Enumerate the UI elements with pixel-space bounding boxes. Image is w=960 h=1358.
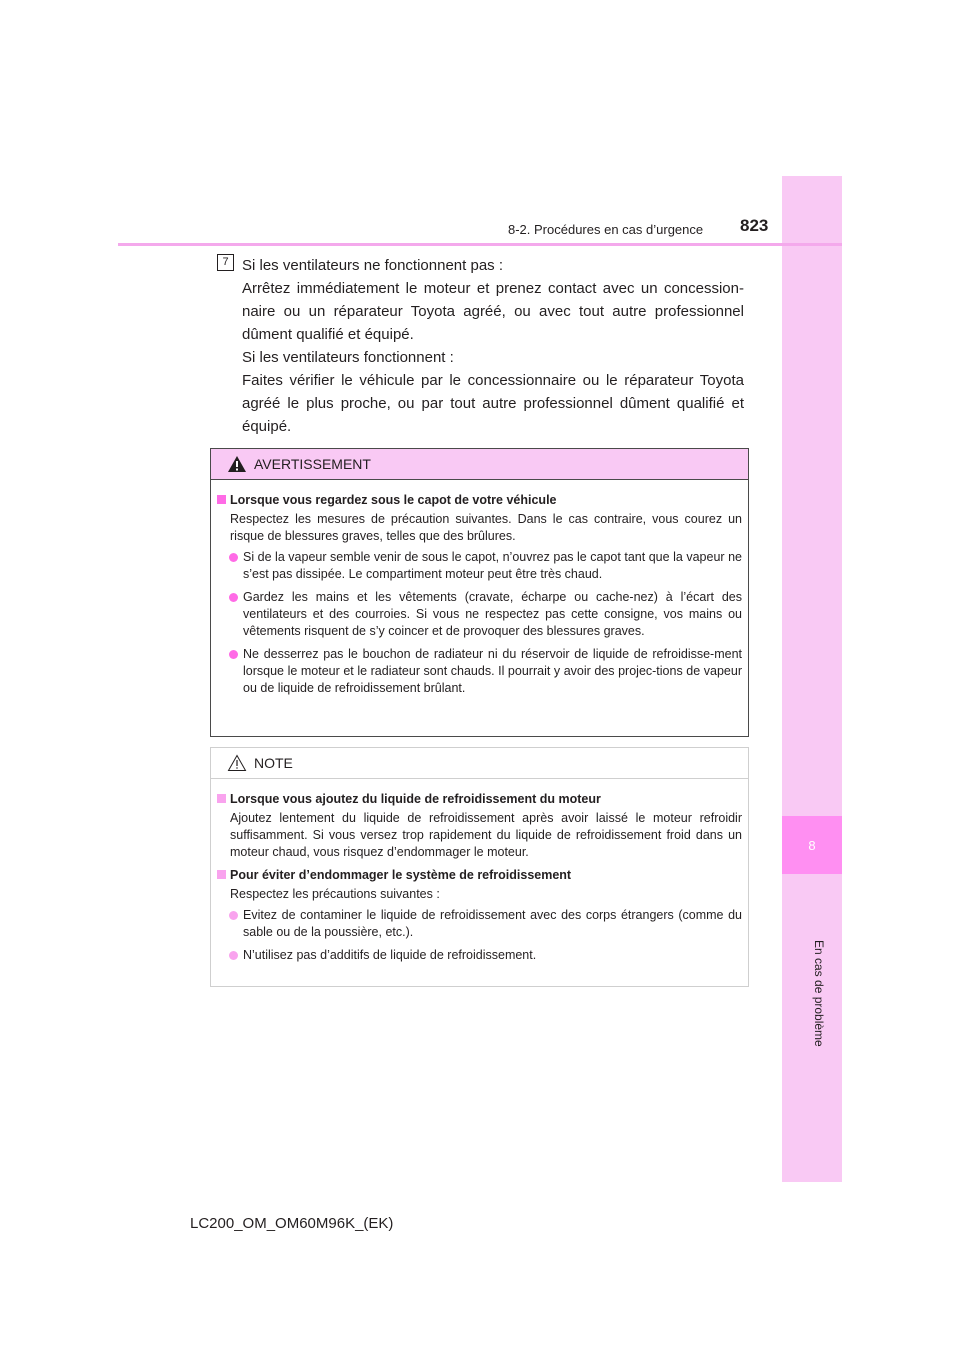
note-bullet-text: Evitez de contaminer le liquide de refroidissement avec des corps étrangers (comme du sable ou de la poussière, etc.).: [243, 908, 742, 939]
step-line-4: Faites vérifier le véhicule par le concessionnaire ou le réparateur Toyota agréé le plus proche, ou par tout autre professionnel dûment qualifié et équipé.: [242, 372, 744, 435]
header-rule: [118, 243, 842, 246]
note-paragraph: Ajoutez lentement du liquide de refroidissement après avoir laissé le moteur refroidir suffisamment. Si vous versez trop rapidement du liquide de refroidissement froid dans un moteur chaud, vous risquez d’endommager le moteur.: [230, 811, 742, 859]
step-number: 7: [217, 254, 234, 271]
warning-title: AVERTISSEMENT: [254, 456, 371, 472]
square-bullet-icon: [217, 794, 226, 803]
note-subhead-text: Lorsque vous ajoutez du liquide de refroidissement du moteur: [230, 792, 601, 806]
caution-outline-icon: [227, 754, 247, 772]
warning-subhead: [217, 492, 742, 509]
note-bullet: [217, 947, 742, 964]
warning-body: [211, 480, 748, 697]
note-bullet-text: N’utilisez pas d’additifs de liquide de refroidissement.: [243, 948, 537, 962]
note-body: [211, 779, 748, 964]
round-bullet-icon: [229, 593, 238, 602]
round-bullet-icon: [229, 911, 238, 920]
warning-bullet-text: Si de la vapeur semble venir de sous le capot, n’ouvrez pas le capot tant que la vapeur ne s’est pas dissipée. Le compartiment moteur peut être très chaud.: [243, 550, 742, 581]
warning-header: [211, 449, 748, 480]
chapter-number-box: [782, 816, 842, 874]
square-bullet-icon: [217, 870, 226, 879]
round-bullet-icon: [229, 951, 238, 960]
warning-bullet-text: Ne desserrez pas le bouchon de radiateur ni du réservoir de liquide de refroidisse-ment lorsque le moteur et le radiateur sont chauds. Il pourrait y avoir des projec-tions de vapeur ou de liquide de refroidissement brûlant.: [243, 647, 742, 695]
square-bullet-icon: [217, 495, 226, 504]
document-code: LC200_OM_OM60M96K_(EK): [190, 1215, 394, 1232]
chapter-number: 8: [808, 837, 816, 853]
note-box: [210, 747, 749, 987]
warning-triangle-icon: [227, 455, 247, 473]
warning-subhead-text: Lorsque vous regardez sous le capot de votre véhicule: [230, 493, 557, 507]
round-bullet-icon: [229, 650, 238, 659]
warning-bullet: [217, 589, 742, 640]
note-subhead: [217, 867, 742, 884]
step-line-3: Si les ventilateurs fonctionnent :: [242, 349, 454, 366]
warning-paragraph: Respectez les mesures de précaution suivantes. Dans le cas contraire, vous courez un risque de blessures graves, telles que des brûlures.: [230, 512, 742, 543]
note-bullet: [217, 907, 742, 941]
note-paragraph: Respectez les précautions suivantes :: [230, 887, 440, 901]
note-subhead-text: Pour éviter d’endommager le système de refroidissement: [230, 868, 572, 882]
step-line-2: Arrêtez immédiatement le moteur et prenez contact avec un concession-naire ou un réparateur Toyota agréé, ou avec tout autre professionnel dûment qualifié et équipé.: [242, 280, 744, 343]
note-header: [211, 748, 748, 779]
section-title: 8-2. Procédures en cas d’urgence: [508, 222, 704, 237]
note-subhead: [217, 791, 742, 808]
warning-bullet: [217, 646, 742, 697]
round-bullet-icon: [229, 553, 238, 562]
step-line-1: Si les ventilateurs ne fonctionnent pas :: [242, 257, 503, 274]
chapter-title: En cas de problème: [812, 940, 826, 1047]
warning-bullet-text: Gardez les mains et les vêtements (cravate, écharpe ou cache-nez) à l’écart des ventilateurs et des courroies. Si vous ne respectez pas cette consigne, vos mains ou vêtements risquent de s’y coincer et de provoquer des blessures graves.: [243, 590, 742, 638]
warning-box: [210, 448, 749, 737]
note-title: NOTE: [254, 755, 293, 771]
warning-bullet: [217, 549, 742, 583]
page-number: 823: [740, 216, 769, 235]
